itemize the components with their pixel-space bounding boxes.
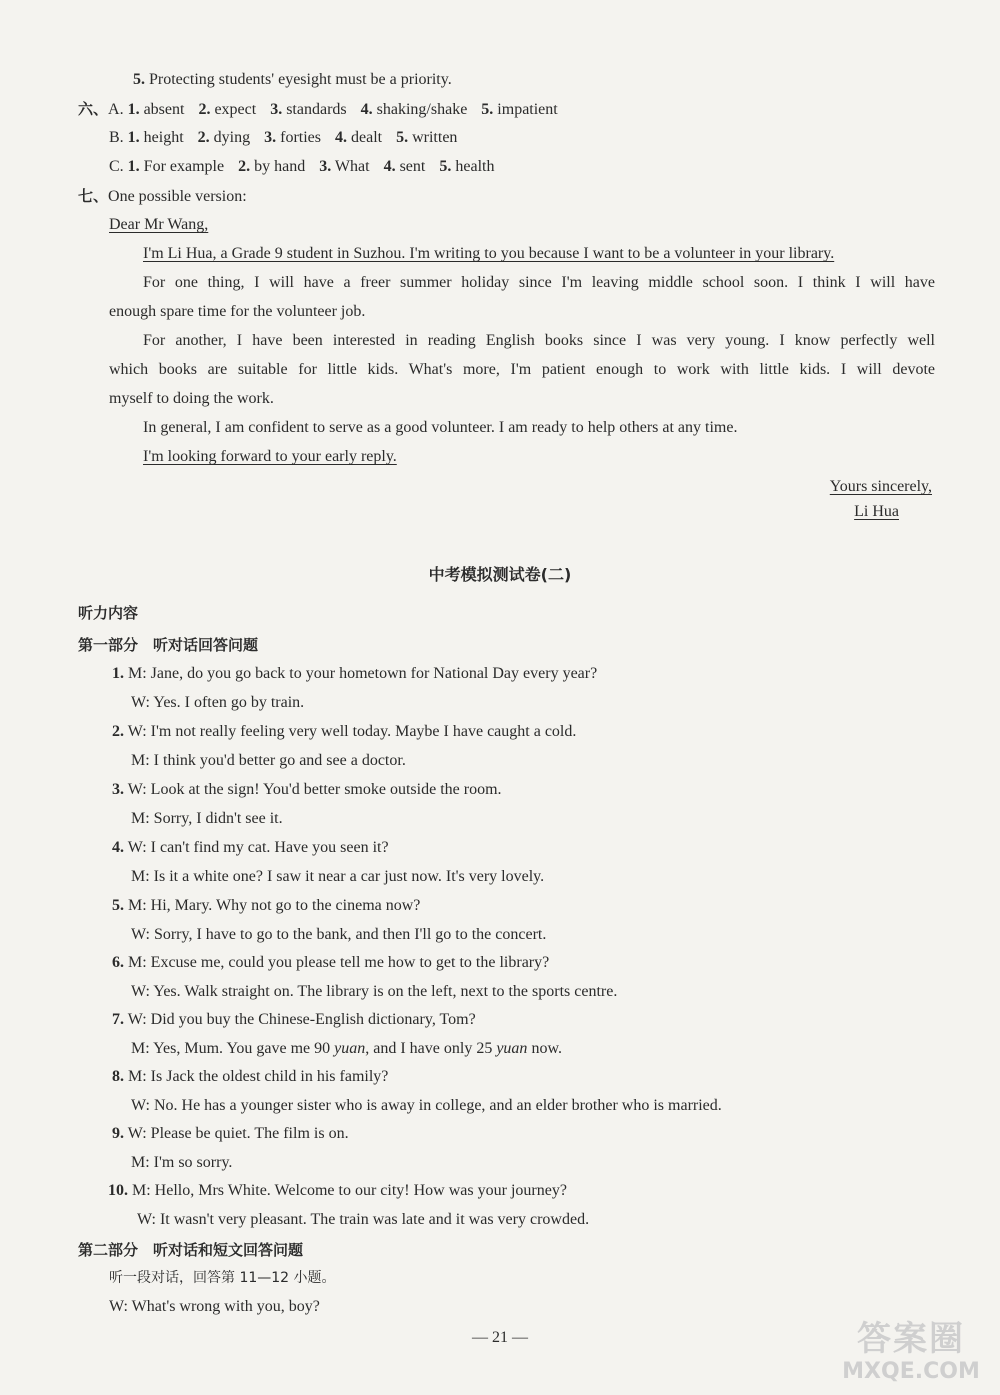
dialogue-text: now. bbox=[531, 1040, 562, 1057]
answer: forties bbox=[280, 129, 321, 146]
dialogue-text: Yes, Mum. You gave me 90 bbox=[153, 1040, 331, 1057]
row-label: C. bbox=[109, 158, 124, 175]
dialogue-text: Yes. I often go by train. bbox=[153, 694, 305, 711]
item-number: 1. bbox=[127, 101, 140, 118]
speaker: M: bbox=[128, 1068, 147, 1085]
sec6-row-c bbox=[109, 157, 494, 177]
dialogue-text: Excuse me, could you please tell me how to get to the library? bbox=[150, 954, 550, 971]
dialogue-9-line-2 bbox=[131, 1153, 232, 1173]
answer: standards bbox=[286, 101, 347, 118]
dialogue-4-line-1 bbox=[112, 838, 389, 858]
letter-signature: Li Hua bbox=[854, 503, 899, 520]
section-label: 六、 bbox=[78, 100, 109, 118]
speaker: M: bbox=[131, 1154, 150, 1171]
dialogue-text: Hello, Mrs White. Welcome to our city! How was your journey? bbox=[154, 1182, 567, 1199]
watermark-logo bbox=[836, 1319, 986, 1389]
answer: For example bbox=[143, 158, 225, 175]
item-number: 9. bbox=[112, 1125, 124, 1142]
speaker: M: bbox=[128, 897, 147, 914]
item-number: 2. bbox=[198, 101, 211, 118]
dialogue-6-line-1 bbox=[112, 953, 549, 973]
currency-word: yuan bbox=[496, 1040, 528, 1057]
dialogue-2-line-2 bbox=[131, 751, 406, 771]
speaker: M: bbox=[131, 1040, 150, 1057]
dialogue-text: Sorry, I didn't see it. bbox=[153, 810, 283, 827]
dialogue-text: Is Jack the oldest child in his family? bbox=[150, 1068, 389, 1085]
answer: absent bbox=[143, 101, 185, 118]
intro-text: One possible version: bbox=[108, 188, 247, 205]
item-number: 2. bbox=[197, 129, 210, 146]
letter-greeting: Dear Mr Wang, bbox=[109, 216, 209, 233]
dialogue-text: I can't find my cat. Have you seen it? bbox=[150, 839, 389, 856]
item-text: Protecting students' eyesight must be a priority. bbox=[149, 71, 452, 88]
letter-paragraph-3b: which books are suitable for little kids. What's more, I'm patient enough to work with little kids. I will devote bbox=[109, 361, 935, 378]
item-number: 3. bbox=[112, 781, 124, 798]
item-number: 5. bbox=[396, 129, 409, 146]
item-number: 5. bbox=[481, 101, 494, 118]
item-number: 10. bbox=[108, 1182, 128, 1199]
answer: expect bbox=[214, 101, 257, 118]
part2-instruction: 听一段对话，回答第 11—12 小题。 bbox=[109, 1270, 336, 1286]
item-number: 4. bbox=[335, 129, 347, 146]
item-number: 4. bbox=[360, 101, 373, 118]
page-number: — 21 — bbox=[472, 1329, 528, 1346]
item-number: 2. bbox=[112, 723, 124, 740]
speaker: M: bbox=[131, 868, 150, 885]
item-number: 6. bbox=[112, 954, 124, 971]
speaker: W: bbox=[127, 1125, 147, 1142]
dialogue-7-line-2 bbox=[131, 1039, 562, 1059]
item-number: 3. bbox=[264, 129, 277, 146]
exam-title: 中考模拟测试卷(二) bbox=[428, 565, 572, 584]
speaker: W: bbox=[131, 694, 150, 711]
item-number: 3. bbox=[319, 158, 332, 175]
answer: What bbox=[334, 158, 370, 175]
dialogue-text: Hi, Mary. Why not go to the cinema now? bbox=[150, 897, 421, 914]
speaker: W: bbox=[137, 1211, 156, 1228]
dialogue-text: No. He has a younger sister who is away in college, and an elder brother who is married. bbox=[153, 1097, 722, 1114]
dialogue-text: Look at the sign! You'd better smoke outside the room. bbox=[150, 781, 502, 798]
letter-paragraph-3a: For another, I have been interested in reading English books since I was very young. I know perfectly well bbox=[143, 332, 935, 349]
watermark-top-text: 答案圈 bbox=[857, 1319, 965, 1359]
item-number: 1. bbox=[127, 158, 140, 175]
letter-paragraph-2b: enough spare time for the volunteer job. bbox=[109, 303, 366, 320]
answer: by hand bbox=[254, 158, 306, 175]
speaker: M: bbox=[131, 810, 150, 827]
currency-word: yuan bbox=[334, 1040, 366, 1057]
dialogue-text: Jane, do you go back to your hometown for National Day every year? bbox=[150, 665, 598, 682]
item-number: 4. bbox=[112, 839, 124, 856]
dialogue-8-line-1 bbox=[112, 1067, 388, 1087]
row-label: A. bbox=[108, 101, 124, 118]
answer: dying bbox=[213, 129, 251, 146]
item-number: 5. bbox=[439, 158, 452, 175]
answer: dealt bbox=[351, 129, 383, 146]
dialogue-text: I'm so sorry. bbox=[153, 1154, 233, 1171]
dialogue-1-line-1 bbox=[112, 664, 597, 684]
speaker: W: bbox=[127, 723, 147, 740]
dialogue-5-line-2 bbox=[131, 925, 546, 945]
dialogue-text: , and I have only 25 bbox=[365, 1040, 493, 1057]
dialogue-2-line-1 bbox=[112, 722, 576, 742]
listening-heading: 听力内容 bbox=[78, 604, 139, 622]
speaker: M: bbox=[131, 752, 150, 769]
part2-dialogue-line: W: What's wrong with you, boy? bbox=[109, 1298, 320, 1315]
sec6-row-a bbox=[78, 99, 558, 120]
dialogue-1-line-2 bbox=[131, 693, 304, 713]
dialogue-8-line-2 bbox=[131, 1096, 722, 1116]
letter-closing: Yours sincerely, bbox=[829, 478, 932, 495]
speaker: W: bbox=[131, 926, 150, 943]
item-number: 5. bbox=[133, 71, 145, 88]
speaker: M: bbox=[128, 665, 147, 682]
item-number: 5. bbox=[112, 897, 124, 914]
item-number: 1. bbox=[127, 129, 140, 146]
sec5-line bbox=[133, 70, 452, 90]
dialogue-text: It wasn't very pleasant. The train was late and it was very crowded. bbox=[159, 1211, 590, 1228]
dialogue-3-line-2 bbox=[131, 809, 283, 829]
row-label: B. bbox=[109, 129, 124, 146]
speaker: W: bbox=[127, 1011, 147, 1028]
letter-paragraph-5: I'm looking forward to your early reply. bbox=[143, 448, 397, 465]
dialogue-text: I'm not really feeling very well today. Maybe I have caught a cold. bbox=[150, 723, 577, 740]
dialogue-10-line-2 bbox=[137, 1210, 589, 1230]
sec7-intro bbox=[78, 186, 247, 207]
dialogue-7-line-1 bbox=[112, 1010, 476, 1030]
letter-paragraph-4: In general, I am confident to serve as a good volunteer. I am ready to help others at any time. bbox=[143, 419, 738, 436]
sec6-row-b bbox=[109, 128, 457, 148]
dialogue-text: Did you buy the Chinese-English dictionary, Tom? bbox=[150, 1011, 476, 1028]
answer: shaking/shake bbox=[376, 101, 468, 118]
part1-heading: 第一部分 听对话回答问题 bbox=[78, 636, 259, 654]
dialogue-text: Sorry, I have to go to the bank, and then I'll go to the concert. bbox=[153, 926, 547, 943]
item-number: 8. bbox=[112, 1068, 124, 1085]
dialogue-text: Yes. Walk straight on. The library is on the left, next to the sports centre. bbox=[153, 983, 618, 1000]
speaker: W: bbox=[131, 1097, 150, 1114]
speaker: M: bbox=[132, 1182, 151, 1199]
dialogue-5-line-1 bbox=[112, 896, 420, 916]
dialogue-10-line-1 bbox=[108, 1181, 567, 1201]
answer: height bbox=[143, 129, 184, 146]
speaker: W: bbox=[131, 983, 150, 1000]
item-number: 2. bbox=[238, 158, 251, 175]
item-number: 3. bbox=[270, 101, 283, 118]
letter-paragraph-2a: For one thing, I will have a freer summer holiday since I'm leaving middle school soon. I think I will have bbox=[143, 274, 935, 291]
answer: health bbox=[455, 158, 495, 175]
item-number: 7. bbox=[112, 1011, 124, 1028]
dialogue-9-line-1 bbox=[112, 1124, 349, 1144]
letter-paragraph-1: I'm Li Hua, a Grade 9 student in Suzhou. I'm writing to you because I want to be a volunteer in your library. bbox=[143, 245, 835, 262]
part2-heading: 第二部分 听对话和短文回答问题 bbox=[78, 1241, 304, 1259]
dialogue-6-line-2 bbox=[131, 982, 617, 1002]
speaker: M: bbox=[128, 954, 147, 971]
dialogue-3-line-1 bbox=[112, 780, 502, 800]
dialogue-text: I think you'd better go and see a doctor. bbox=[153, 752, 406, 769]
answer: impatient bbox=[497, 101, 558, 118]
speaker: W: bbox=[127, 839, 147, 856]
dialogue-text: Please be quiet. The film is on. bbox=[150, 1125, 349, 1142]
section-label: 七、 bbox=[78, 187, 109, 205]
dialogue-text: Is it a white one? I saw it near a car just now. It's very lovely. bbox=[153, 868, 545, 885]
answer: sent bbox=[399, 158, 426, 175]
speaker: W: bbox=[127, 781, 147, 798]
watermark-bottom-text: MXQE.COM bbox=[842, 1359, 980, 1384]
letter-paragraph-3c: myself to doing the work. bbox=[109, 390, 274, 407]
dialogue-4-line-2 bbox=[131, 867, 544, 887]
answer: written bbox=[412, 129, 458, 146]
item-number: 4. bbox=[383, 158, 396, 175]
item-number: 1. bbox=[112, 665, 124, 682]
